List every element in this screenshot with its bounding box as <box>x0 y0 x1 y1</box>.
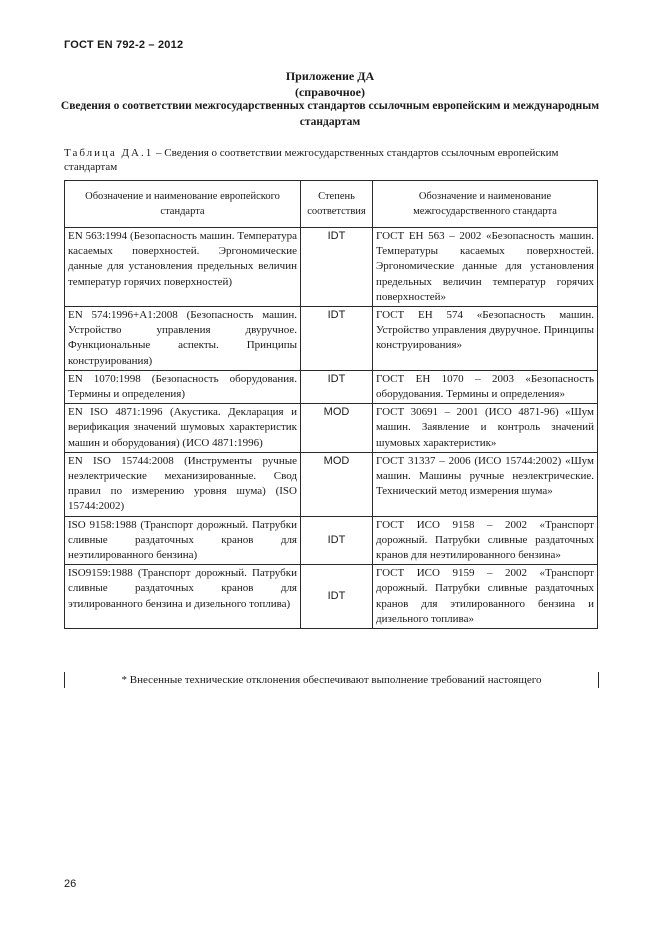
european-standard-cell: EN 563:1994 (Безопасность машин. Температура касаемых поверхностей. Эргономические данные для установления предельных величин температур горячих поверхностей) <box>65 228 301 307</box>
interstate-standard-cell: ГОСТ ЕН 574 «Безопасность машин. Устройство управления двуручное. Принципы конструирования» <box>373 307 598 371</box>
header-interstate-standard: Обозначение и наименование межгосударственного стандарта <box>373 181 598 228</box>
table-row <box>65 370 598 403</box>
page-number: 26 <box>64 878 77 890</box>
appendix-title: Приложение ДА <box>285 69 375 83</box>
degree-cell: MOD <box>301 452 373 516</box>
table-caption-label: Таблица ДА.1 <box>64 147 154 159</box>
table-row <box>65 404 598 453</box>
degree-cell: IDT <box>301 516 373 565</box>
european-standard-cell: EN ISO 15744:2008 (Инструменты ручные неэлектрические механизированные. Свод правил по измерению уровня шума) (ISO 15744:2002) <box>65 452 301 516</box>
interstate-standard-cell: ГОСТ ИСО 9159 – 2002 «Транспорт дорожный. Патрубки сливные раздаточных кранов для этилированного бензина и дизельного топлива» <box>373 565 598 629</box>
european-standard-cell: ISO 9158:1988 (Транспорт дорожный. Патрубки сливные раздаточных кранов для неэтилированного бензина) <box>65 516 301 565</box>
degree-cell: IDT <box>301 307 373 371</box>
header-european-standard: Обозначение и наименование европейского стандарта <box>65 181 301 228</box>
european-standard-cell: EN 1070:1998 (Безопасность оборудования. Термины и определения) <box>65 370 301 403</box>
interstate-standard-cell: ГОСТ 31337 – 2006 (ИСО 15744:2002) «Шум машин. Машины ручные неэлектрические. Технический метод измерения шума» <box>373 452 598 516</box>
european-standard-cell: ISO9159:1988 (Транспорт дорожный. Патрубки сливные раздаточных кранов для этилированного бензина и дизельного топлива) <box>65 565 301 629</box>
table-footnote: * Внесенные технические отклонения обеспечивают выполнение требований настоящего <box>64 672 599 688</box>
table-row <box>65 307 598 371</box>
european-standard-cell: EN 574:1996+A1:2008 (Безопасность машин. Устройство управления двуручное. Функциональные аспекты. Принципы конструирования) <box>65 307 301 371</box>
table-row <box>65 452 598 516</box>
degree-cell: IDT <box>301 228 373 307</box>
table-caption <box>64 146 598 174</box>
interstate-standard-cell: ГОСТ ИСО 9158 – 2002 «Транспорт дорожный. Патрубки сливные раздаточных кранов для неэтилированного бензина» <box>373 516 598 565</box>
appendix-status: (справочное) <box>294 85 365 99</box>
european-standard-cell: EN ISO 4871:1996 (Акустика. Декларация и верификация значений шумовых характеристик машин и оборудования) (ИСО 4871:1996) <box>65 404 301 453</box>
standards-correspondence-table <box>64 180 598 629</box>
degree-cell: MOD <box>301 404 373 453</box>
table-row <box>65 516 598 565</box>
table-caption-text: – Сведения о соответствии межгосударственных стандартов ссылочным европейским стандартам <box>64 147 559 173</box>
degree-cell: IDT <box>301 565 373 629</box>
appendix-subtitle: Сведения о соответствии межгосударственных стандартов ссылочным европейским и международным стандартам <box>60 100 600 128</box>
table-header-row <box>65 181 598 228</box>
interstate-standard-cell: ГОСТ ЕН 563 – 2002 «Безопасность машин. Температуры касаемых поверхностей. Эргономические данные для установления предельных величин температур горячих поверхностей» <box>373 228 598 307</box>
degree-cell: IDT <box>301 370 373 403</box>
document-code-header: ГОСТ EN 792-2 – 2012 <box>64 39 184 51</box>
table-row <box>65 565 598 629</box>
table-row <box>65 228 598 307</box>
header-degree: Степень соответствия <box>301 181 373 228</box>
interstate-standard-cell: ГОСТ 30691 – 2001 (ИСО 4871-96) «Шум машин. Заявление и контроль значений шумовых характеристик» <box>373 404 598 453</box>
interstate-standard-cell: ГОСТ ЕН 1070 – 2003 «Безопасность оборудования. Термины и определения» <box>373 370 598 403</box>
